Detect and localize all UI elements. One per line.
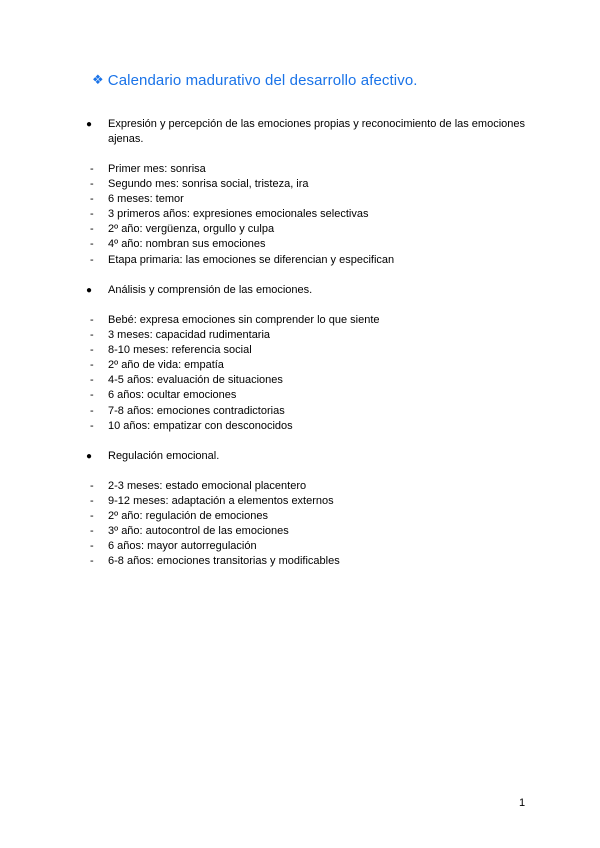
section-list-expresion [90,162,530,268]
bullet-dot-icon: ● [86,285,93,296]
list-item: - 3 meses: capacidad rudimentaria [90,329,271,342]
section-heading-expresion [86,117,526,147]
section-list-regulacion [90,479,530,570]
list-item: - 4º año: nombran sus emociones [90,238,266,251]
list-item: - 3º año: autocontrol de las emociones [90,525,289,538]
section-heading-regulacion [86,449,526,464]
list-item: - 2º año de vida: empatía [90,359,224,372]
list-item: - 7-8 años: emociones contradictorias [90,404,285,417]
list-item: - 2º año: vergüenza, orgullo y culpa [90,223,275,236]
list-item: - 4-5 años: evaluación de situaciones [90,374,283,387]
section-heading-text: Análisis y comprensión de las emociones. [108,284,313,296]
page-title [92,72,418,89]
list-item: - 8-10 meses: referencia social [90,344,252,357]
list-item: - 6 años: mayor autorregulación [90,540,257,553]
list-item: - Bebé: expresa emociones sin comprender lo que siente [90,314,380,326]
section-heading-text: Regulación emocional. [108,450,220,462]
section-heading-analisis [86,283,526,298]
list-item: - 10 años: empatizar con desconocidos [90,419,293,432]
bullet-dot-icon: ● [86,119,93,130]
list-item: - 2º año: regulación de emociones [90,510,268,523]
bullet-dot-icon: ● [86,451,93,462]
list-item: - Segundo mes: sonrisa social, tristeza, ira [90,178,309,191]
list-item: - Primer mes: sonrisa [90,163,206,175]
list-item: - 9-12 meses: adaptación a elementos externos [90,495,334,508]
page-number: 1 [519,797,526,809]
page-title-text: Calendario madurativo del desarrollo afectivo. [107,72,418,89]
section-list-analisis [90,313,530,434]
list-item: - 3 primeros años: expresiones emocionales selectivas [90,208,369,221]
section-heading-text: Expresión y percepción de las emociones propias y reconocimiento de las emociones ajenas. [108,118,526,145]
list-item: - 6 meses: temor [90,193,184,206]
list-item: - 6 años: ocultar emociones [90,389,237,402]
list-item: - Etapa primaria: las emociones se diferencian y especifican [90,253,395,266]
list-item: - 2-3 meses: estado emocional placentero [90,480,307,492]
diamond-bullet-icon: ❖ [92,72,104,87]
list-item: - 6-8 años: emociones transitorias y modificables [90,555,340,568]
